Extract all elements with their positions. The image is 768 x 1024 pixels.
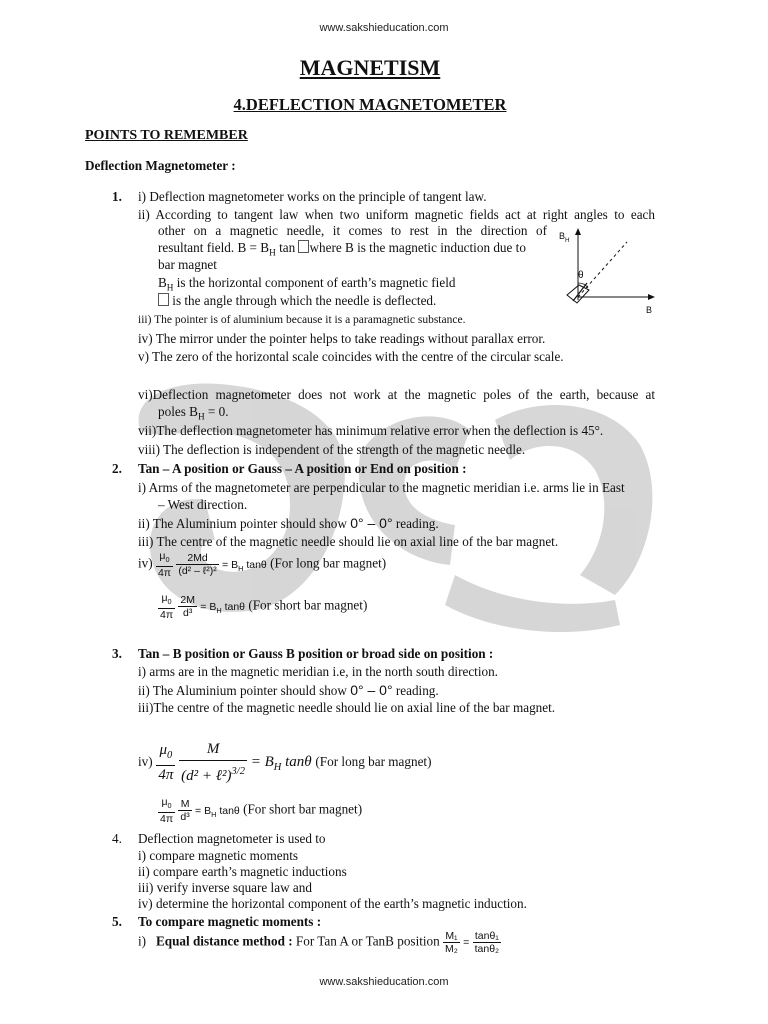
page-subtitle: 4.DEFLECTION MAGNETOMETER xyxy=(233,95,507,114)
ratio-fraction: $\frac{\text{tanθ₁}}{\text{tanθ₂}}$ xyxy=(474,930,500,955)
p3-ii: ii) The Aluminium pointer should show 0° – 0° reading. xyxy=(138,682,439,698)
p2-iii: iii) The centre of the magnetic needle should lie on axial line of the bar magnet. xyxy=(138,534,559,549)
label-bh: $B_H$ xyxy=(559,231,570,244)
p3-heading: Tan – B position or Gauss B position or broad side on position : xyxy=(138,646,494,661)
missing-glyph-icon xyxy=(158,293,169,306)
section-heading: POINTS TO REMEMBER xyxy=(85,128,248,143)
formula-fraction: $\frac{\mu_0}{4\pi}$ xyxy=(158,742,174,783)
p1-vi-a: vi)Deflection magnetometer does not work at the magnetic poles of the earth, because at xyxy=(138,387,655,402)
formula-fraction: $\frac{2M}{\text{d³}}$ xyxy=(180,594,195,620)
p1-viii: viii) The deflection is independent of the strength of the magnetic needle. xyxy=(138,442,526,457)
p1-ii-d: bar magnet xyxy=(158,257,217,272)
p4-iv: iv) determine the horizontal component of the earth’s magnetic induction. xyxy=(138,896,527,911)
formula-fraction: $\frac{\mu_0}{4\pi}$ xyxy=(157,550,172,580)
formula-fraction: $\frac{2Md}{\text{(d² – ℓ²)²}}$ xyxy=(178,552,217,578)
item-number-5: 5. xyxy=(112,914,122,929)
p1-ii-e: $B_H$ is the horizontal component of earth’s magnetic field xyxy=(158,275,456,293)
p5-heading: To compare magnetic moments : xyxy=(138,914,322,929)
p2-i-b: – West direction. xyxy=(158,497,248,512)
formula-fraction: $\frac{\mu_0}{4\pi}$ xyxy=(160,796,174,826)
ratio-fraction: $\frac{\text{M₁}}{\text{M₂}}$ xyxy=(445,930,458,955)
p2-iv-formula: iv) $\frac{\mu_0}{4\pi}$ $\frac{2Md}{\text{(d² – ℓ²)²}}$ = $B_H$ tanθ (For long bar magnet) xyxy=(138,550,387,580)
p4-i: i) compare magnetic moments xyxy=(138,848,299,863)
page-title: MAGNETISM xyxy=(299,55,441,80)
formula-fraction: $\frac{M}{\text{d³}}$ xyxy=(180,798,190,824)
b-arrow-icon xyxy=(648,294,655,300)
item-number-2: 2. xyxy=(112,461,122,476)
bh-arrow-icon xyxy=(575,228,581,235)
resultant-line xyxy=(578,242,627,297)
item-number-4: 4. xyxy=(112,831,122,846)
p2-i-a: i) Arms of the magnetometer are perpendicular to the magnetic meridian i.e. arms lie in East xyxy=(138,480,625,495)
footer-url: www.sakshieducation.com xyxy=(319,976,449,988)
header-url: www.sakshieducation.com xyxy=(319,22,449,34)
p4-iii: iii) verify inverse square law and xyxy=(138,880,312,895)
p1-i: i) Deflection magnetometer works on the principle of tangent law. xyxy=(138,189,487,204)
p1-ii-b: other on a magnetic needle, it comes to rest in the direction of xyxy=(158,223,547,238)
label-b: B xyxy=(646,305,653,315)
p1-v: v) The zero of the horizontal scale coincides with the centre of the circular scale. xyxy=(138,349,564,364)
p2-short-formula: $\frac{\mu_0}{4\pi}$ $\frac{2M}{\text{d³}}$ = $B_H$ tanθ (For short bar magnet) xyxy=(160,592,368,622)
p4-intro: Deflection magnetometer is used to xyxy=(138,831,326,846)
p1-ii-c: resultant field. $B = B_H$ tan where B is the magnetic induction due to xyxy=(158,240,526,258)
p2-heading: Tan – A position or Gauss – A position or End on position : xyxy=(138,461,467,476)
formula-fraction: $\frac{\mu_0}{4\pi}$ xyxy=(160,592,174,622)
item-number-3: 3. xyxy=(112,646,122,661)
label-theta: θ xyxy=(578,270,584,281)
p2-ii: ii) The Aluminium pointer should show 0° – 0° reading. xyxy=(138,515,439,531)
missing-glyph-icon xyxy=(298,240,309,253)
p3-iii: iii)The centre of the magnetic needle should lie on axial line of the bar magnet. xyxy=(138,700,556,715)
p1-vi-b: poles $B_H = 0$. xyxy=(158,404,229,422)
item-number-1: 1. xyxy=(112,189,122,204)
formula-fraction: $\frac{M}{(d^2 + \ell^2)^{3/2}}$ xyxy=(179,738,247,787)
p3-iv-formula: iv) $\frac{\mu_0}{4\pi}$ $\frac{M}{(d^2 + \ell^2)^{3/2}}$ = $B_H$ tanθ (For long bar magnet) xyxy=(138,738,431,787)
p3-i: i) arms are in the magnetic meridian i.e, in the north south direction. xyxy=(138,664,498,679)
p1-ii-f: is the angle through which the needle is deflected. xyxy=(158,293,436,309)
p5-i: i) Equal distance method : For Tan A or TanB position $\frac{\text{M₁}}{\text{M₂}}$ = $\frac{\text{tanθ₁}}{\text{tanθ₂}}$ xyxy=(138,930,500,955)
p1-iv: iv) The mirror under the pointer helps to take readings without parallax error. xyxy=(138,331,546,346)
p1-ii-a: ii) According to tangent law when two uniform magnetic fields act at right angles to each xyxy=(138,207,655,222)
p1-vii: vii)The deflection magnetometer has minimum relative error when the deflection is 45°. xyxy=(138,423,604,438)
topic-heading: Deflection Magnetometer : xyxy=(85,158,236,173)
p3-short-formula: $\frac{\mu_0}{4\pi}$ $\frac{M}{\text{d³}}$ = $B_H$ tanθ (For short bar magnet) xyxy=(160,796,363,826)
p1-iii: iii) The pointer is of aluminium because it is a paramagnetic substance. xyxy=(138,314,466,326)
p4-ii: ii) compare earth’s magnetic inductions xyxy=(138,864,347,879)
